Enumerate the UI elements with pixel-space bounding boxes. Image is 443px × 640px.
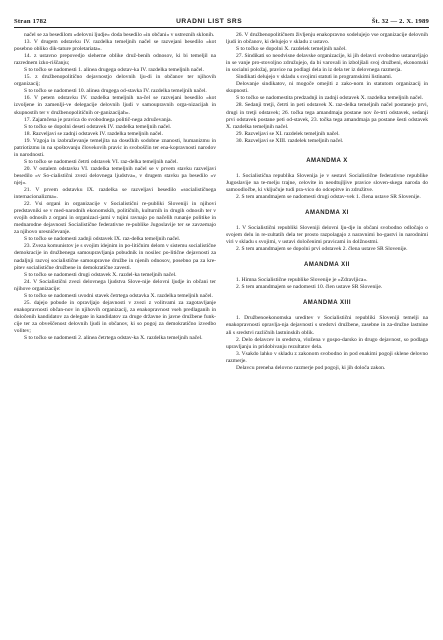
paragraph: S to točko se nadomesti četrti odstavek VI. raz-delka temeljnih načel. — [24, 158, 178, 165]
right-column — [226, 32, 428, 372]
paragraph: 14. z ustavno prepovedjo sleherne oblike druž-benih odnosov, ki bi temeljil na razrednem izko-riščanju; — [14, 53, 216, 67]
paragraph: 1. Himna Socialistične republike Slovenije je »Zdravljica«. — [236, 277, 368, 284]
paragraph: 2. S tem amandmajem se dopolni prvi odstavek 2. člena ustave SR Slovenije. — [236, 246, 408, 253]
paragraph: 16. V petem odstavku IV. razdelka temeljnih na-čel se razvejani besedilo »kot izvoljene in zamenlji-ve delegacije delovnih ljudi v samoupravnih orga-nizacijah in skupnostih ter v družbenopolitičnih or-ganizacijah«. — [14, 95, 216, 116]
paragraph: 28. Sedanji tretji, četrti in peti odstavek X. raz-delka temeljnih načel postanejo prvi, drugi in tretji odstavek; 26. točka tega amandmaja postane nov če-trti odstavek, sedanji prvi odstavek postane peti od-stavek, 23. točka tega amandmaja pa postane šesti odstavek X. razdelka temeljnih načel. — [226, 102, 428, 130]
page-header — [14, 18, 429, 28]
right-column-continuation — [226, 32, 428, 145]
amendment-block — [226, 158, 428, 201]
paragraph: 1. Socialistična republika Slovenija je v sestavi Socialistične federativne republike Jugoslavije na te-melju trajne, celovite in neodtujljive pravice sloven-skega naroda do samoodločbe, ki vključuje tudi pra-vico do odcepitve in združitve. — [226, 172, 428, 193]
paragraph: 21. V prvem odstavku IX. razdelka se razveljavi besedilo »socialističnega internacionalizma«. — [14, 187, 216, 201]
paragraph: 20. V ostalem odstavku VI. razdelka temeljnih načel se v prvem stavku razveljavi besedilo »v So-cialistični zvezi delovnega ljudstva«, v drugem stavku pa besedilo »v njej«. — [14, 165, 216, 186]
paragraph: S to točko se dopolni deseti odstavek IV. razdelka temeljnih načel. — [24, 123, 172, 130]
paragraph: S to točko se nadomesti 1. alinea drugega odstav-ka IV. razdelka temeljnih načel. — [24, 67, 204, 74]
paragraph: 3. Vsakdo lahko v skladu z zakonom svobodno in pod enakimi pogoji sklene delovno razmerje. — [226, 350, 428, 364]
paragraph: 2. S tem amandmajem se nadomesti drugi odstav-vek 1. člena ustave SR Slovenije. — [236, 193, 421, 200]
paragraph: S to točko se nadomesti 10. alinea drugega od-stavka IV. razdelka temeljnih načel. — [24, 88, 207, 95]
paragraph: 26. V družbenopolitičnem življenju enakopravno sodelujejo vse organizacije delovnih ljudi in občanov, ki delujejo v skladu z ustavo. — [226, 32, 428, 46]
paragraph: 22. Vsi organi in organizacije v Socialistični re-publiki Sloveniji in njihovi predstavniki se v med-narodnih ekonomskih, političnih, kulturnih in drugih odnosih ter v svojih odnosih z organi in organizaci-jami v tujini ravnajo po načelih runanje politike in mednarodne dejavnosti Socialistične federativne re-publike Jugoslavije ter se zavzemajo za njihovo uresničevanje. — [14, 201, 216, 236]
amendments-section — [226, 158, 428, 372]
amendment-block — [226, 300, 428, 371]
paragraph: načel se za besedilom »delovni ljudje« doda besedilo »in občani« v ustreznih sklonih. — [24, 32, 215, 38]
amendment-title: AMANDMA XIII — [302, 300, 352, 307]
paragraph: 19. Vzgoja in izobraževanje temeljita na dosežkih sodobne znanosti, humanizmu in patriotizmu in na spoštovanju človekovih pravic in svoboščin ter ena-kopravnosti narodov in narodnosti. — [14, 137, 216, 158]
amendment-title: AMANDMA XI — [305, 209, 349, 216]
paragraph: 25. dajejo pobude in opravljajo dejavnosti v zvezi z volitvami za zagotavljanje enakopravnosti občan-nov in njihovih organizacij, za enakopravnost vseh predlaganih in določenih kandidatov za delegate in kandidatov za druge državne in javne družbene funk-cije ter za obveščenost delovnih ljudi in občanov, ki so pogoj za demokratično izvedbo volitev; — [14, 299, 216, 334]
text-columns — [14, 32, 429, 372]
left-column — [14, 32, 216, 372]
paragraph: 27. Sindikati so neodvisne delavske organizacije, ki jih delavci svobodno ustanavljajo in se vanje pro-stovoljno združujejo, da bi varovali in izboljšali svoj družbeni, ekonomski in socialni položaj, pravice na podlagi dela in iz dela ter iz delovnega razmerja. — [226, 53, 428, 74]
paragraph: S to točko se nadomesti uvodni stavek četrtega odstavka X. razdelka temeljnih načel. — [24, 292, 213, 299]
paragraph: Sindikati delujejo v skladu s svojimi statuti in programskimi listinami. — [236, 74, 393, 81]
paragraph: Delavcu preneha delovno razmerje pod pogoji, ki jih določa zakon. — [236, 364, 386, 371]
paragraph: 23. Zveza komunistov je s svojim idejnim in po-litičnim delom v sistemu socialistične demokracije in družbenega samoupravljanja pobudnik in nosilec po-litične dejavnosti za nadaljnji razvoj socialistične samoupravne družbe in njenih odnosov, posebno pa za kre-pitev socialistične družbene in demokratične zavesti. — [14, 243, 216, 271]
paragraph: 24. V Socialistični zvezi delovnega ljudstva Slove-nije delovni ljudje in občani ter njihove organizacije: — [14, 278, 216, 292]
paragraph: 29. Razveljavi se XI. razdelek temeljnih načel. — [236, 130, 340, 137]
publication-title: URADNI LIST SRS — [176, 18, 243, 25]
amendment-block — [226, 210, 428, 253]
amendment-block — [226, 262, 428, 291]
paragraph: S to točko se nadomesti 2. alinea četrtega odstav-ka X. razdelka temeljnih načel. — [24, 335, 203, 342]
paragraph: 30. Razveljavi se XIII. razdelek temeljnih načel. — [236, 137, 344, 144]
paragraph: 2. S tem amandmajem se nadomesti 10. člen ustave SR Slovenije. — [236, 284, 383, 291]
paragraph: Delovanje sindikatov, ni mogoče omejiti z zako-nom in statutom organizacij in skupnosti. — [226, 81, 428, 95]
paragraph: S to točko se nadomesti drugi odstavek X. razdel-ka temeljnih načel. — [24, 271, 177, 278]
amendment-title: AMANDMA XII — [304, 262, 350, 269]
paragraph: 2. Delo delavcev in sredstva, vložena v gospo-darsko in drugo dejavnost, so podlaga upravljanju in pridobivanju rezultatov dela. — [226, 336, 428, 350]
paragraph: S to točko se nadomestita predzadnji in zadnji odstavek X. razdelka temeljnih načel. — [236, 95, 423, 102]
amendment-title: AMANDMA X — [306, 157, 348, 164]
page-number: Stran 1782 — [14, 18, 47, 25]
paragraph: 17. Zajamčena je pravica do svobodnega politič-nega združevanja. — [24, 116, 173, 123]
paragraph: 15. z družbenopolitično dejavnostjo delovnih lju-di in občanov ter njihovih organizacij; — [14, 74, 216, 88]
issue-date: Št. 32 — 2. X. 1989 — [371, 18, 429, 25]
paragraph: 18. Razveljavi se zadnji odstavek IV. razdelka temeljnih načel. — [24, 130, 163, 137]
paragraph: S to točko se dopolni X. razdelek temeljnih načel. — [236, 46, 347, 53]
paragraph: 13. V drugem odstavku IV. razdelka temeljnih načel se razvejani besedilo »kot posebno obliko dik-tature proletariata«. — [14, 39, 216, 53]
paragraph: S to točko se nadomesti zadnji odstavek IX. raz-delka temeljnih načel. — [24, 236, 181, 243]
paragraph: 1. V Socialistični republiki Sloveniji delovni lju-dje in občani svobodno odločajo o svojem delu in re-zultatih dela ter prosto razpolagajo z naravnimi bo-gastvi in narodnimi viri v skladu s svojimi, v ustavi določenimi pravicami in dolžnostmi. — [226, 225, 428, 246]
paragraph: 1. Družbenoekonomska ureditev v Socialistični republiki Sloveniji temelji na enakopravnosti opravlja-nja dejavnosti s sredstvi družbene, zasebne in za-družne lastnine ali s sredstvi različnih lastninskih oblik. — [226, 315, 428, 336]
